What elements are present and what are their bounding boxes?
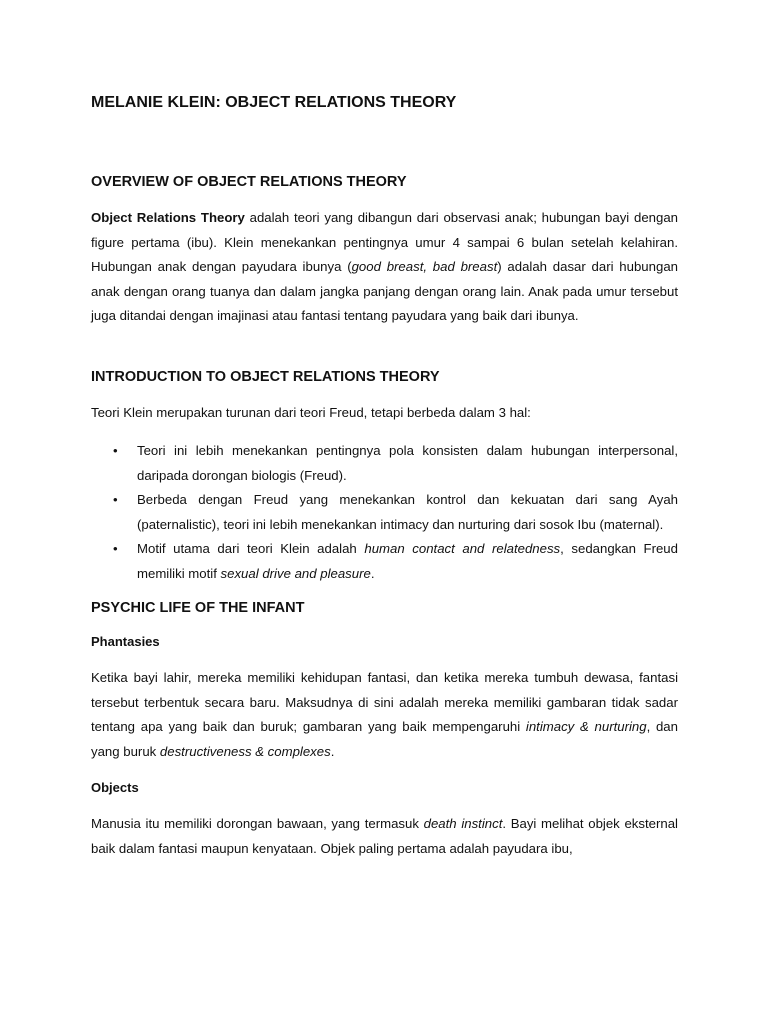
bullet-text-3b: , sedangkan Freud memiliki motif <box>137 541 678 581</box>
overview-paragraph <box>91 206 678 329</box>
bullet-text-2: Berbeda dengan Freud yang menekankan kontrol dan kekuatan dari sang Ayah (paternalistic), teori ini lebih menekankan intimacy dan nurturing dari sosok Ibu (maternal). <box>137 492 678 532</box>
bullet-text-1: Teori ini lebih menekankan pentingnya pola konsisten dalam hubungan interpersonal, daripada dorongan biologis (Freud). <box>137 443 678 483</box>
phantasies-text-c: . <box>330 743 335 759</box>
bullet-icon: • <box>113 443 118 458</box>
bullet-icon: • <box>113 541 118 556</box>
phantasies-italic-1: intimacy & nurturing <box>525 719 647 734</box>
bullet-text-3c: . <box>370 565 375 581</box>
introduction-lead: Teori Klein merupakan turunan dari teori Freud, tetapi berbeda dalam 3 hal: <box>91 404 531 420</box>
objects-heading: Objects <box>91 780 139 795</box>
overview-heading: OVERVIEW OF OBJECT RELATIONS THEORY <box>91 174 407 190</box>
objects-text-a: Manusia itu memiliki dorongan bawaan, yang termasuk <box>91 816 424 831</box>
phantasies-paragraph <box>91 666 678 764</box>
bullet-icon: • <box>113 492 118 507</box>
introduction-heading: INTRODUCTION TO OBJECT RELATIONS THEORY <box>91 368 440 385</box>
overview-text-a: adalah teori yang dibangun dari observasi anak; hubungan bayi dengan figure pertama (ibu). Klein menekankan pentingnya umur 4 sampai 6 bulan setelah kelahiran. Hubungan anak dengan payudara ibunya ( <box>91 210 678 274</box>
phantasies-italic-2: destructiveness & complexes <box>159 743 331 759</box>
list-item <box>91 537 678 586</box>
objects-paragraph <box>91 812 678 861</box>
document-title: MELANIE KLEIN: OBJECT RELATIONS THEORY <box>91 94 457 111</box>
bullet-italic-3a: human contact and relatedness <box>364 541 561 556</box>
bullet-text-3a: Motif utama dari teori Klein adalah <box>137 541 365 556</box>
overview-term: Object Relations Theory <box>91 210 245 225</box>
objects-text-b: . Bayi melihat objek eksternal baik dalam fantasi maupun kenyataan. Objek paling pertama adalah payudara ibu, <box>91 816 678 856</box>
list-item <box>91 488 678 537</box>
phantasies-heading: Phantasies <box>91 634 160 649</box>
list-item <box>91 439 678 488</box>
introduction-bullet-list <box>91 439 678 586</box>
objects-italic: death instinct <box>423 816 503 831</box>
phantasies-text-a: Ketika bayi lahir, mereka memiliki kehidupan fantasi, dan ketika mereka tumbuh dewasa, fantasi tersebut terbentuk secara baru. Maksudnya di sini adalah mereka memiliki gambaran tidak sadar tentang apa yang baik dan buruk; gambaran yang baik mempengaruhi <box>91 670 678 734</box>
overview-text-b: ) adalah dasar dari hubungan anak dengan orang tuanya dan dalam jangka panjang dengan orang lain. Anak pada umur tersebut juga ditandai dengan imajinasi atau fantasi tentang payudara yang baik dari ibunya. <box>91 259 678 323</box>
bullet-italic-3b: sexual drive and pleasure <box>220 565 371 581</box>
phantasies-text-b: , dan yang buruk <box>91 719 678 759</box>
psychic-heading: PSYCHIC LIFE OF THE INFANT <box>91 600 305 616</box>
overview-italic: good breast, bad breast <box>351 259 498 274</box>
